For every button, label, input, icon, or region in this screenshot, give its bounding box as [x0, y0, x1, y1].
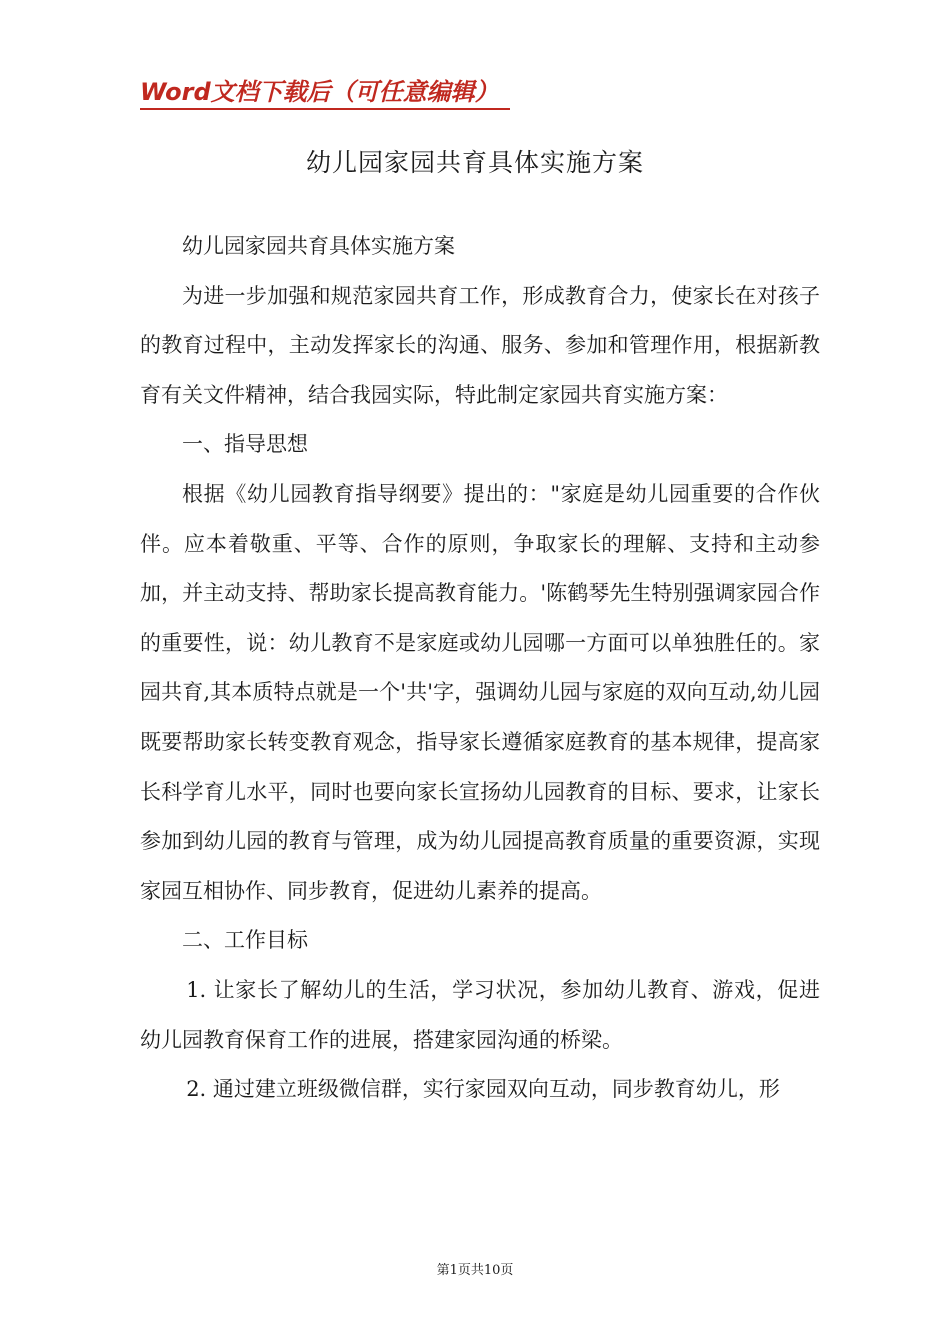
goal-item-1: 1. 让家长了解幼儿的生活，学习状况，参加幼儿教育、游戏，促进幼儿园教育保育工作的进展，搭建家园沟通的桥梁。	[140, 977, 820, 1052]
intro-paragraph: 为进一步加强和规范家园共育工作，形成教育合力，使家长在对孩子的教育过程中，主动发挥家长的沟通、服务、参加和管理作用，根据新教育有关文件精神，结合我园实际，特此制定家园共育实施方案：	[140, 283, 820, 407]
section-heading-guiding-ideology: 一、指导思想	[182, 432, 308, 457]
page-number-footer: 第1页共10页	[436, 1263, 514, 1278]
guiding-ideology-paragraph: 根据《幼儿园教育指导纲要》提出的："家庭是幼儿园重要的合作伙伴。应本着敬重、平等、合作的原则，争取家长的理解、支持和主动参加，并主动支持、帮助家长提高教育能力。'陈鹤琴先生特别强调家园合作的重要性，说：幼儿教育不是家庭或幼儿园哪一方面可以单独胜任的。家园共育,其本质特点就是一个'共'字，强调幼儿园与家庭的双向互动,幼儿园既要帮助家长转变教育观念，指导家长遵循家庭教育的基本规律，提高家长科学育儿水平，同时也要向家长宣扬幼儿园教育的目标、要求，让家长参加到幼儿园的教育与管理，成为幼儿园提高教育质量的重要资源，实现家园互相协作、同步教育，促进幼儿素养的提高。	[140, 481, 820, 903]
section-heading-work-goals: 二、工作目标	[182, 928, 308, 953]
download-banner: Word文档下载后（可任意编辑）	[140, 72, 510, 110]
document-title: 幼儿园家园共育具体实施方案	[305, 148, 644, 177]
goal-item-2: 2. 通过建立班级微信群，实行家园双向互动，同步教育幼儿，形	[186, 1077, 780, 1102]
document-body	[140, 222, 820, 1115]
subtitle-paragraph: 幼儿园家园共育具体实施方案	[182, 234, 455, 258]
